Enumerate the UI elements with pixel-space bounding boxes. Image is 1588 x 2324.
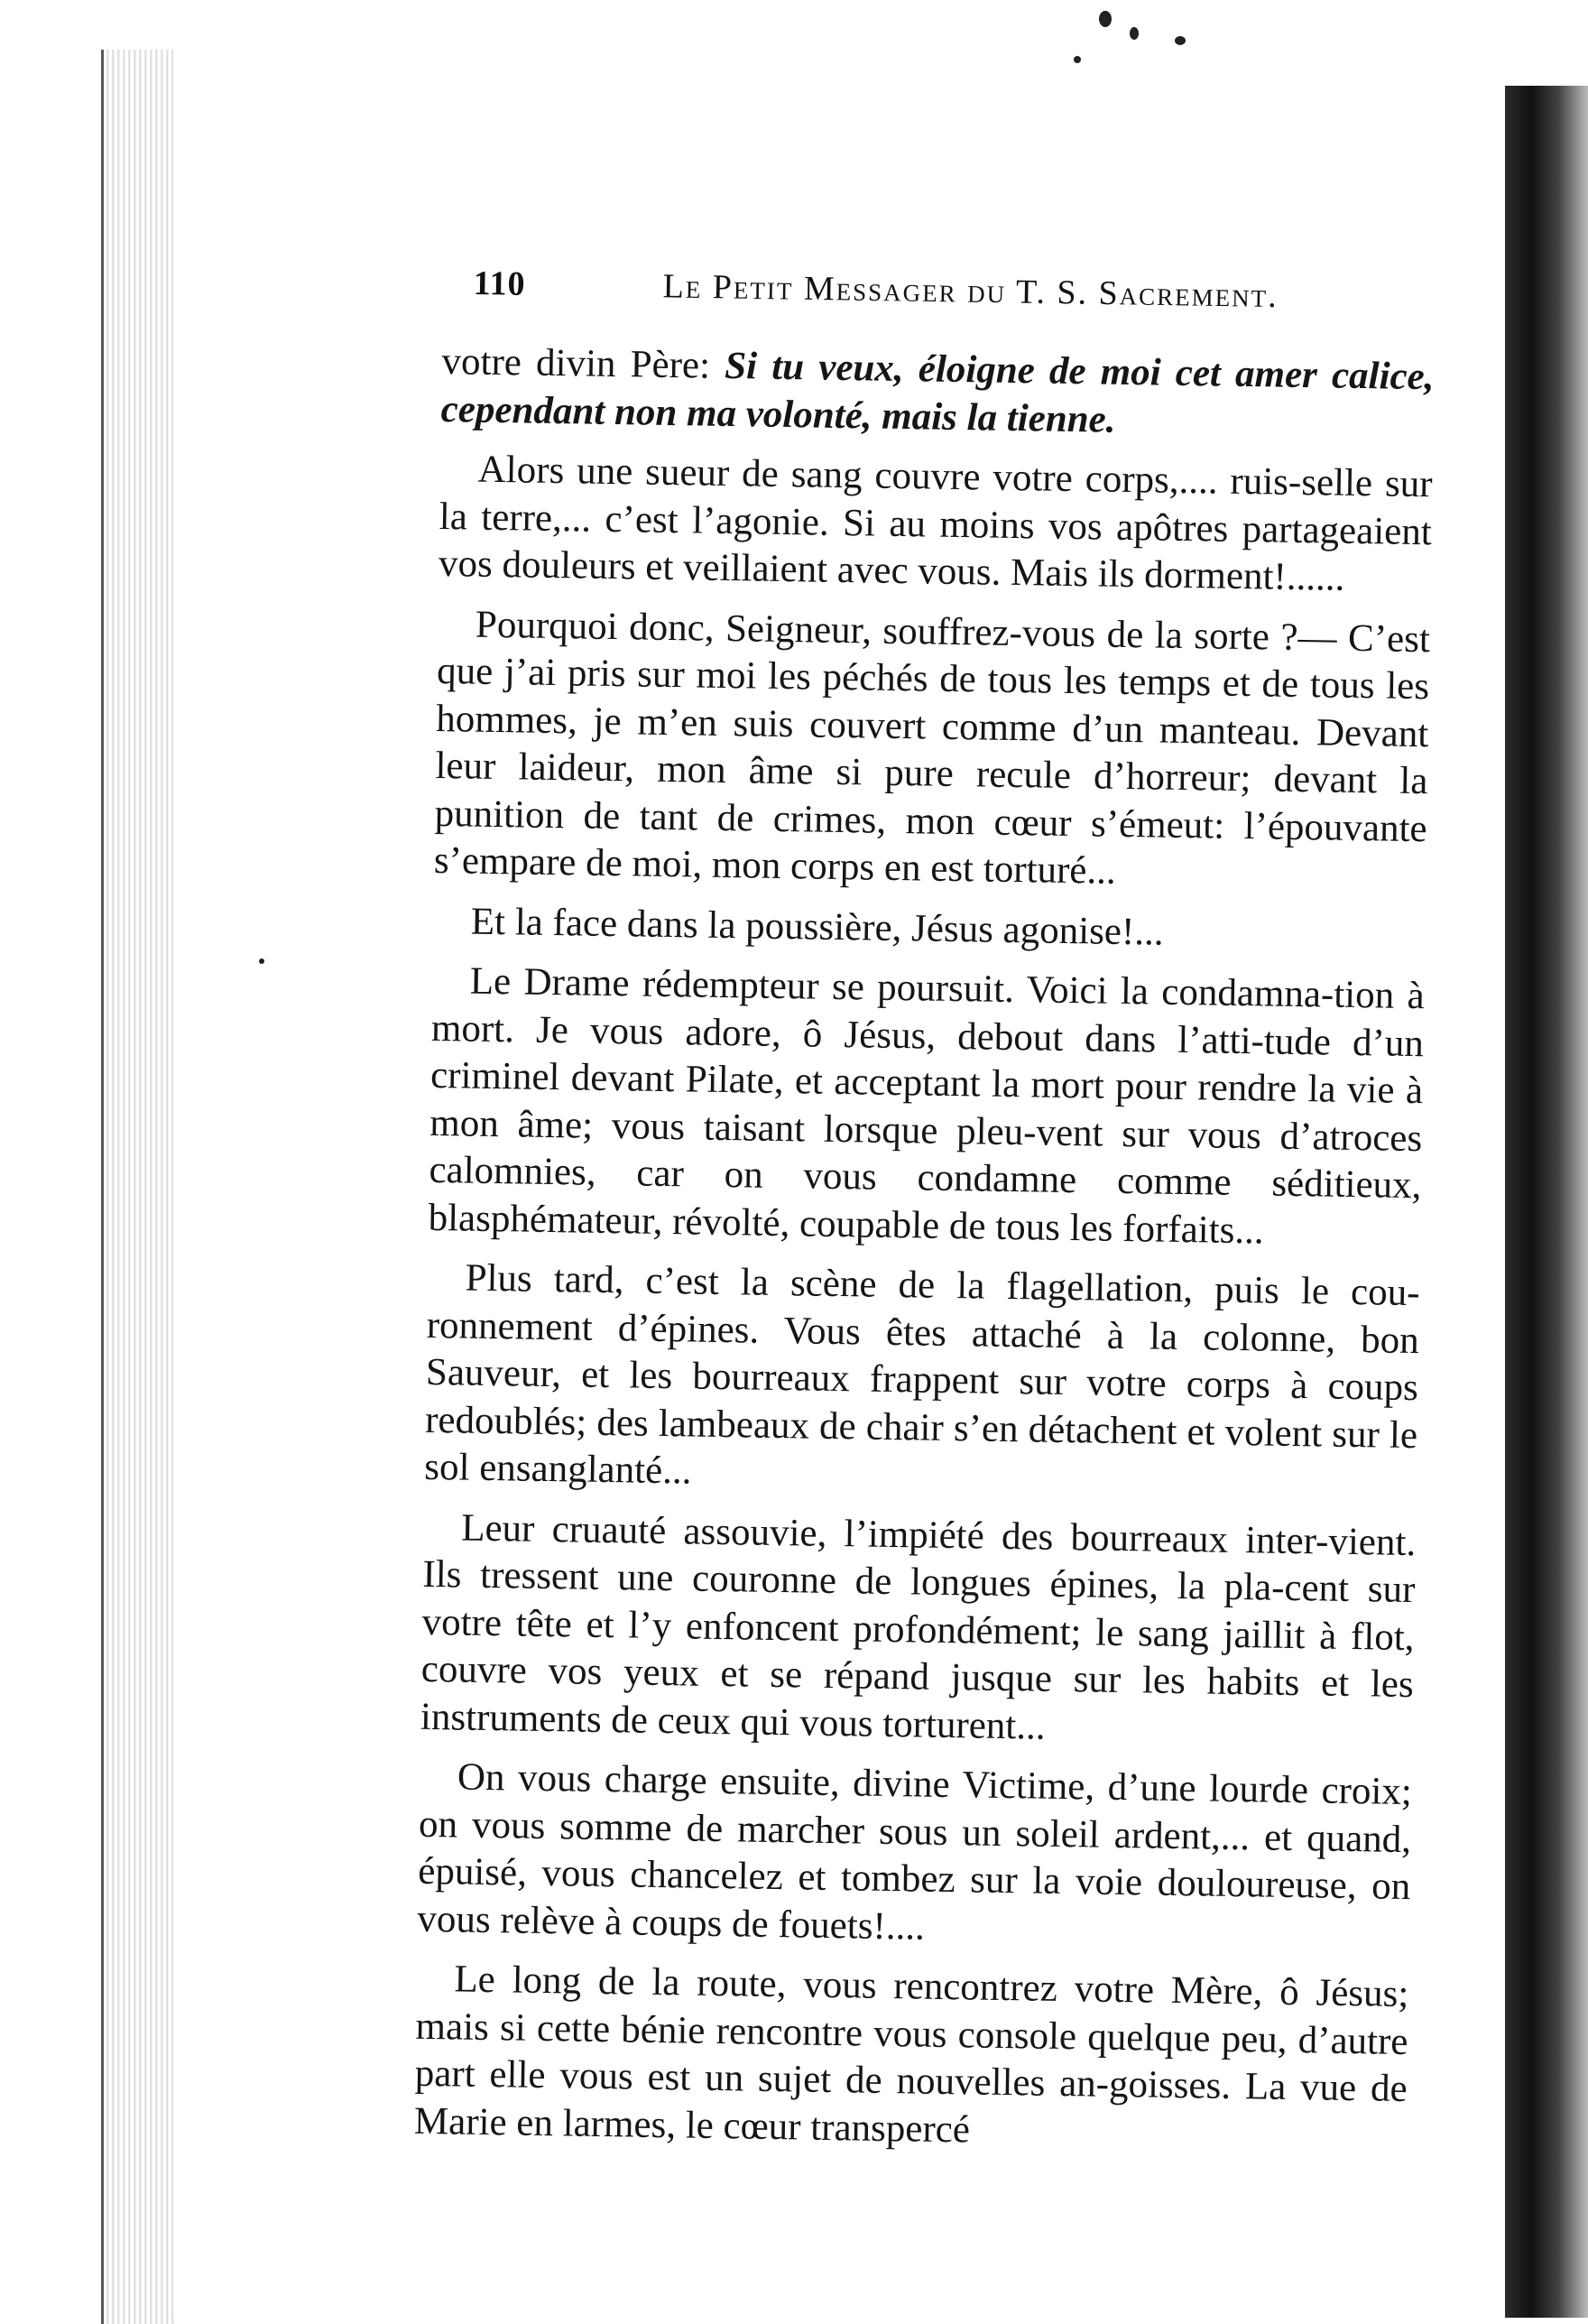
paragraph-1-lead: votre divin Père: <box>441 339 725 387</box>
paragraph-5: Le Drame rédempteur se poursuit. Voici la condamna-tion à mort. Je vous adore, ô Jésus, debout dans l’atti-tude d’un criminel devant Pilate, et acceptant la mort pour rendre la vie à mon âme; vous taisant lorsque pleu-vent sur vous d’atroces calomnies, car on vous condamne comme séditieux, blasphémateur, révolté, coupable de tous les forfaits... <box>428 959 1426 1252</box>
paragraph-7: Leur cruauté assouvie, l’impiété des bourreaux inter-vient. Ils tressent une couronne de longues épines, la pla-cent sur votre tête et l’y enfoncent profondément; le sang jaillit à flot, couvre vos yeux et se répand jusque sur les habits et les instruments de ceux qui vous torturent... <box>420 1506 1417 1748</box>
paragraph-2: Alors une sueur de sang couvre votre corps,.... ruis-selle sur la terre,... c’est l’agonie. Si au moins vos apôtres partageaient vos douleurs et veillaient avec vous. Mais ils dorment!...... <box>438 448 1433 599</box>
paragraph-4: Et la face dans la poussière, Jésus agonise!... <box>470 900 1164 954</box>
scan-margin-top <box>101 0 1509 50</box>
paragraph-8: On vous charge ensuite, divine Victime, d’une lourde croix; on vous somme de marcher sous un soleil ardent,... et quand, épuisé, vous chancelez et tombez sur la voie douloureuse, on vous relève à coups de fouets!.... <box>417 1755 1413 1949</box>
journal-title: Le Petit Messager du T. S. Sacrement. <box>662 267 1279 316</box>
paragraph-1-quote: Si tu veux, éloigne de moi cet amer calice, cependant non ma volonté, mais la tienne. <box>440 344 1435 441</box>
dust-speck <box>1099 11 1112 27</box>
paragraph-3: Pourquoi donc, Seigneur, souffrez-vous de la sorte ?— C’est que j’ai pris sur moi les péchés de tous les temps et de tous les hommes, je m’en suis couvert comme d’un manteau. Devant leur laideur, mon âme si pure recule d’horreur; devant la punition de tant de crimes, mon cœur s’émeut: l’épouvante s’empare de moi, mon corps en est torturé... <box>433 603 1431 893</box>
paragraph-9: Le long de la route, vous rencontrez votre Mère, ô Jésus; mais si cette bénie rencontre vous console quelque peu, d’autre part elle vous est un sujet de nouvelles an-goisses. La vue de Marie en larmes, le cœur transpercé <box>413 1958 1409 2151</box>
dust-speck <box>1175 36 1186 45</box>
dust-speck <box>1074 56 1081 63</box>
article-text <box>413 338 1435 2173</box>
scan-margin-left <box>0 0 101 2318</box>
paragraph-1 <box>440 338 1435 449</box>
dust-speck <box>1130 27 1139 40</box>
book-page-edges <box>101 50 176 2324</box>
book-gutter-shadow <box>1505 86 1588 2318</box>
dust-speck <box>259 958 264 964</box>
paragraph-6: Plus tard, c’est la scène de la flagellation, puis le cou-ronnement d’épines. Vous êtes attaché à la colonne, bon Sauveur, et les bourreaux frappent sur votre corps à coups redoublés; des lambeaux de chair s’en détachent et volent sur le sol ensanglanté... <box>423 1256 1420 1493</box>
page-number: 110 <box>473 264 526 303</box>
